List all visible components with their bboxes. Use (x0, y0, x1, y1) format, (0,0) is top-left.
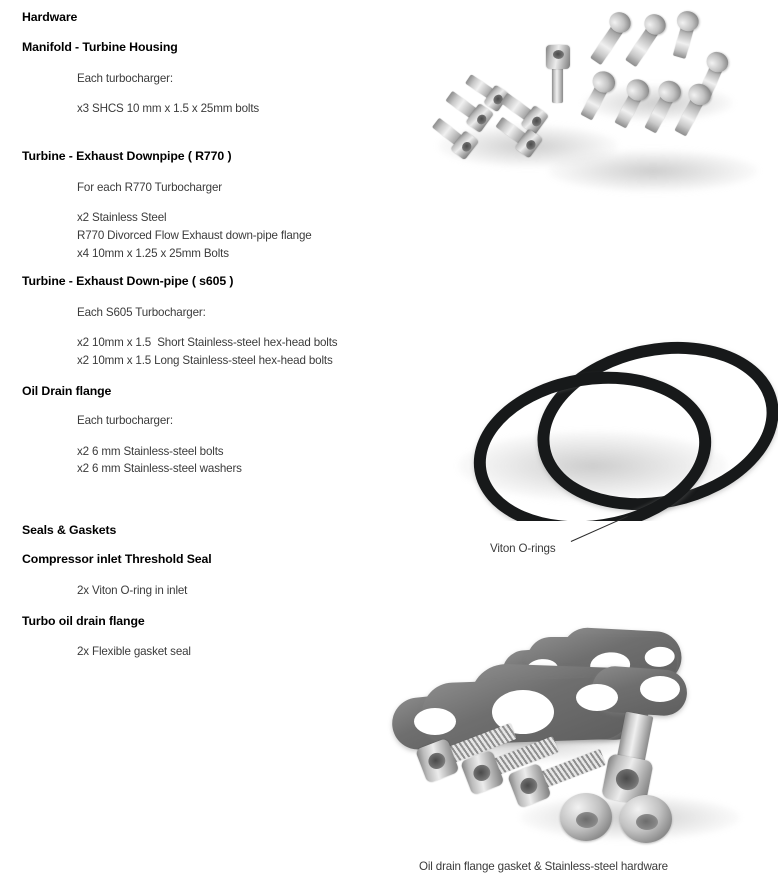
body-line-for-each-r770: For each R770 Turbocharger (77, 181, 222, 194)
body-line-each-turbocharger-1: Each turbocharger: (77, 72, 173, 85)
body-line-6mm-washers: x2 6 mm Stainless-steel washers (77, 462, 242, 475)
body-line-viton-oring-in-inlet: 2x Viton O-ring in inlet (77, 584, 188, 597)
caption-oil-drain-flange-gasket: Oil drain flange gasket & Stainless-steel hardware (419, 860, 668, 873)
section-heading-compressor-inlet-threshold-seal: Compressor inlet Threshold Seal (22, 552, 212, 566)
section-heading-oil-drain-flange: Oil Drain flange (22, 384, 112, 398)
oil-drain-gasket-photo (360, 600, 778, 852)
body-line-x4-10mm-bolts: x4 10mm x 1.25 x 25mm Bolts (77, 247, 229, 260)
caption-viton-orings: Viton O-rings (490, 542, 556, 555)
body-line-flexible-gasket-seal: 2x Flexible gasket seal (77, 645, 191, 658)
body-line-shcs-bolts: x3 SHCS 10 mm x 1.5 x 25mm bolts (77, 102, 260, 115)
body-line-x2-stainless-steel: x2 Stainless Steel (77, 211, 167, 224)
group-heading-seals-gaskets: Seals & Gaskets (22, 523, 117, 537)
body-line-long-hex-head-bolts: x2 10mm x 1.5 Long Stainless-steel hex-head bolts (77, 354, 333, 367)
body-line-each-turbocharger-2: Each turbocharger: (77, 414, 173, 427)
orings-photo (418, 281, 778, 521)
section-heading-turbine-exhaust-downpipe-s605: Turbine - Exhaust Down-pipe ( s605 ) (22, 274, 234, 288)
section-heading-turbo-oil-drain-flange: Turbo oil drain flange (22, 614, 145, 628)
group-heading-hardware: Hardware (22, 10, 78, 24)
bolts-photo (418, 0, 778, 206)
body-line-r770-divorced-flow: R770 Divorced Flow Exhaust down-pipe flange (77, 229, 312, 242)
body-line-6mm-bolts: x2 6 mm Stainless-steel bolts (77, 445, 224, 458)
section-heading-turbine-exhaust-downpipe-r770: Turbine - Exhaust Downpipe ( R770 ) (22, 149, 232, 163)
body-line-short-hex-head-bolts: x2 10mm x 1.5 Short Stainless-steel hex-head bolts (77, 336, 338, 349)
body-line-each-s605: Each S605 Turbocharger: (77, 306, 206, 319)
section-heading-manifold-turbine-housing: Manifold - Turbine Housing (22, 40, 178, 54)
